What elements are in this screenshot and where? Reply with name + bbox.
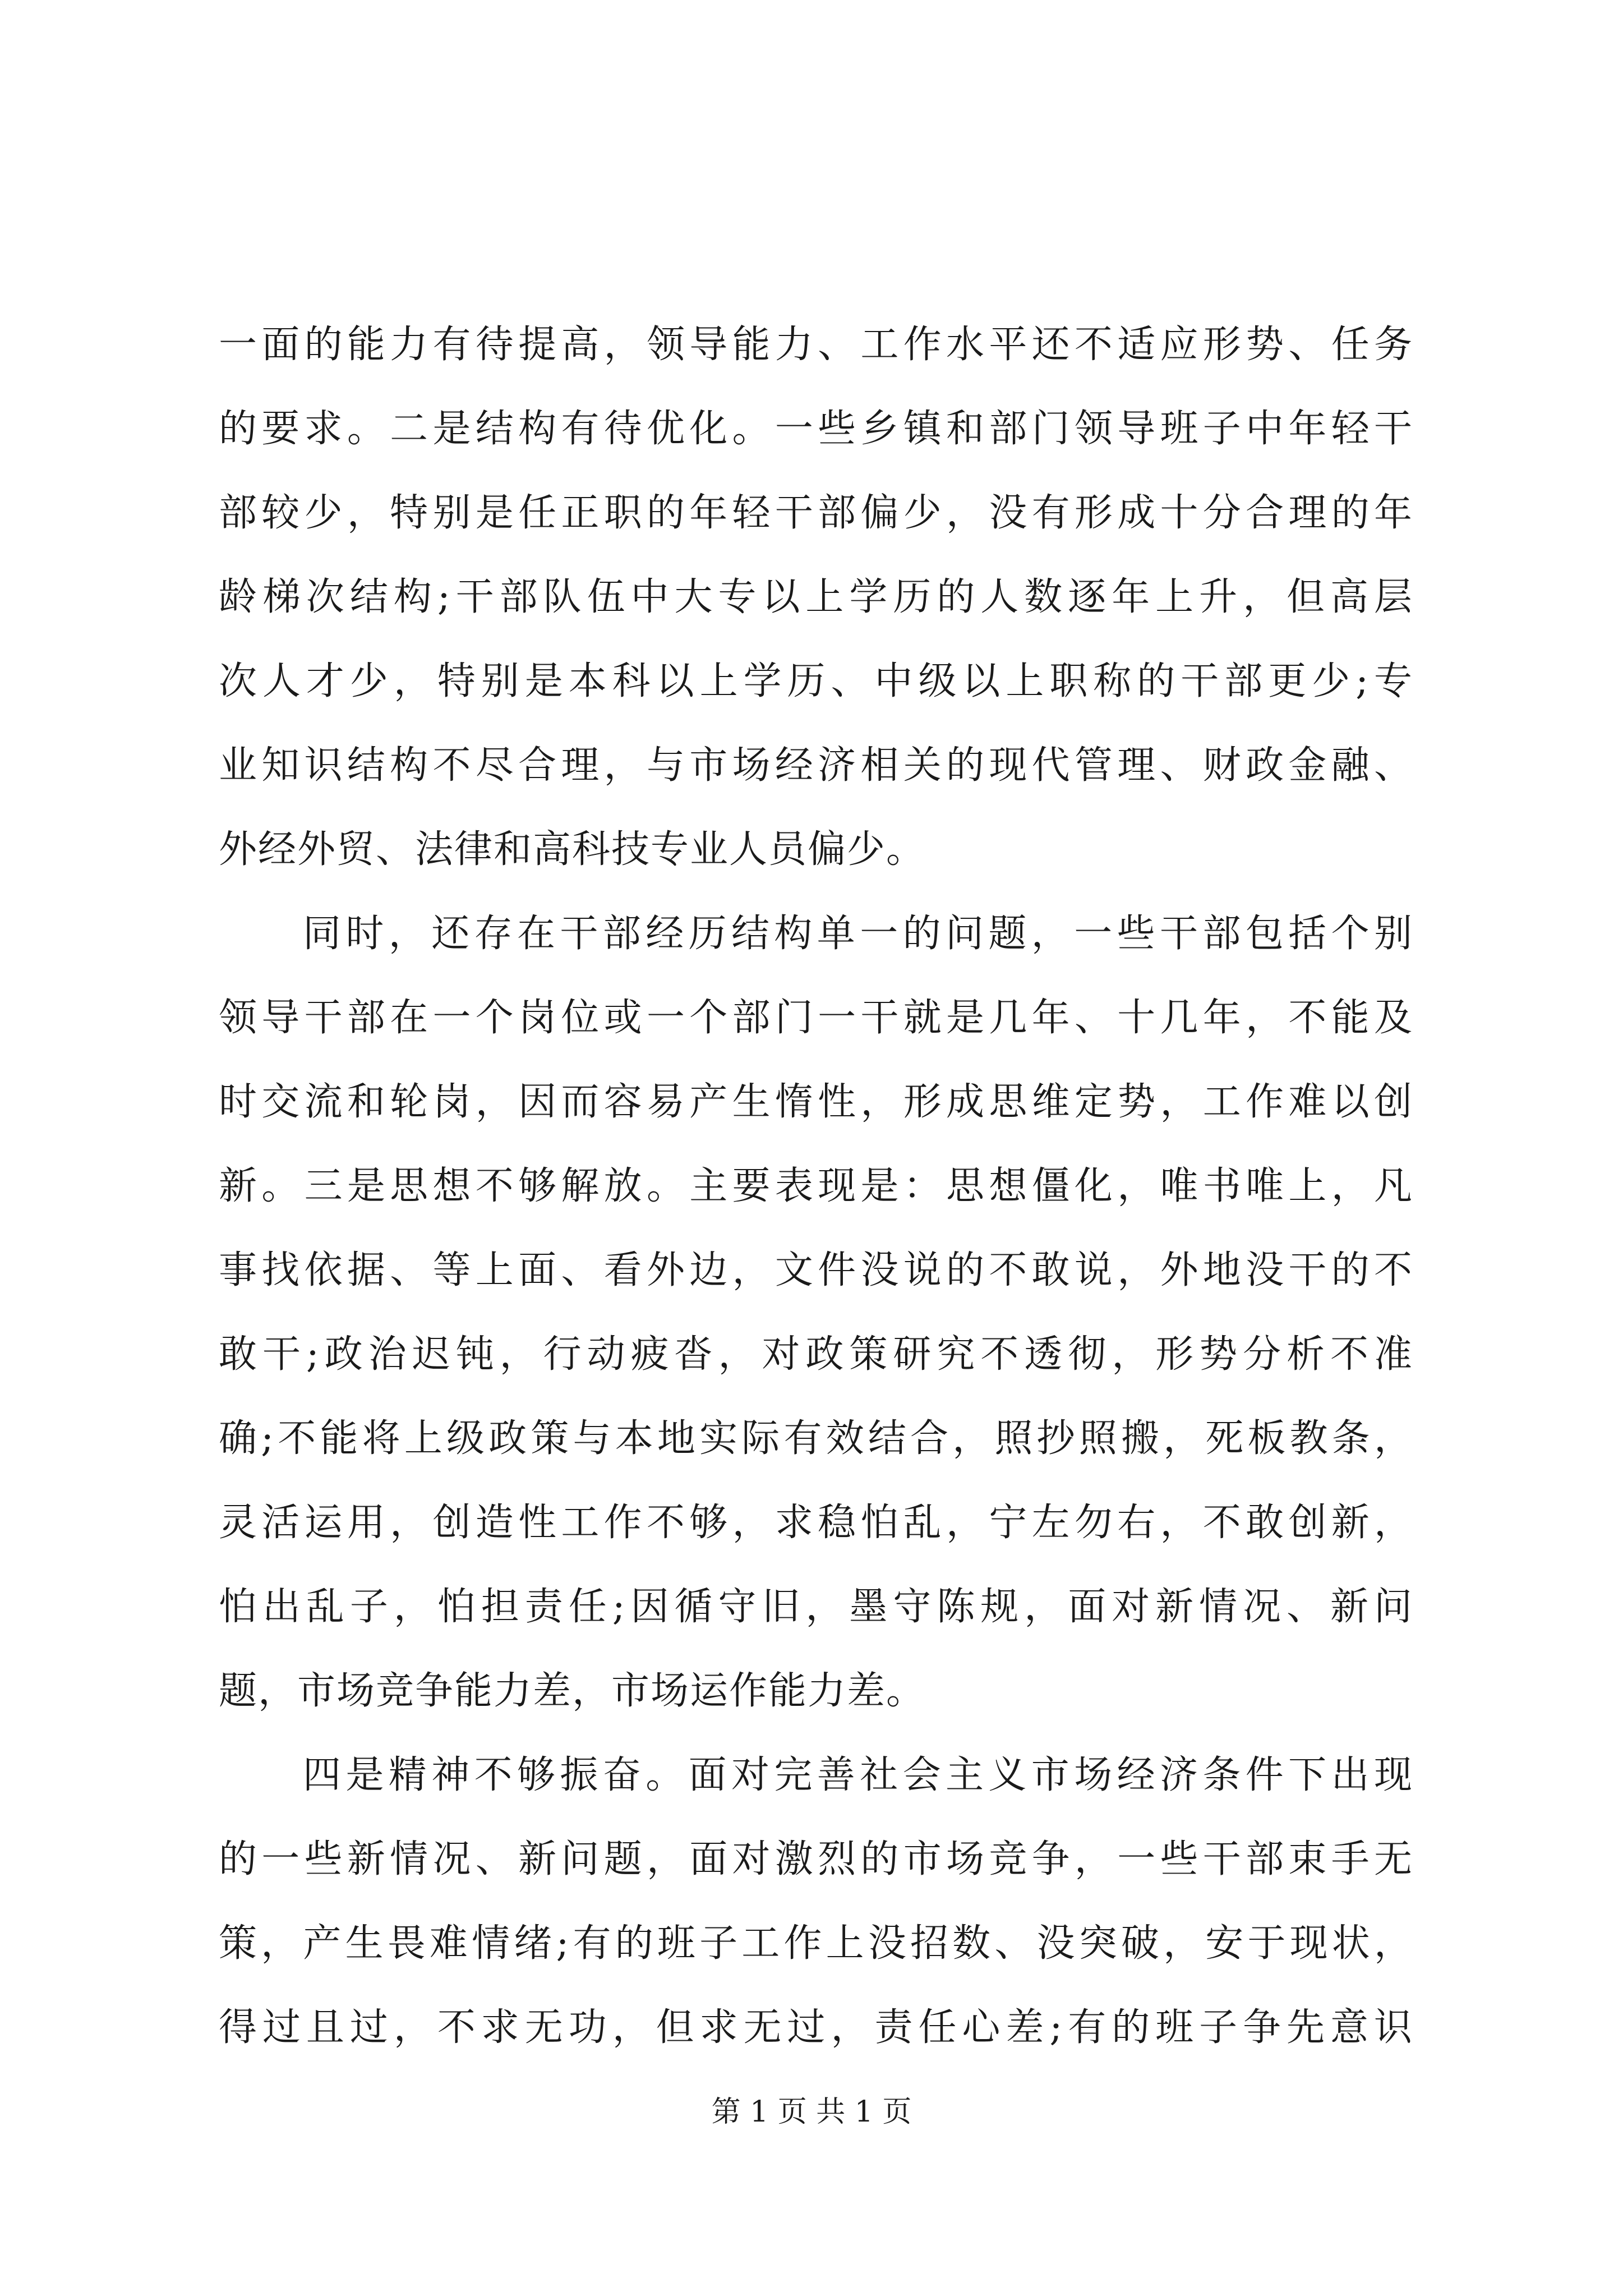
text-line: 的要求。二是结构有待优化。一些乡镇和部门领导班子中年轻干	[219, 407, 1413, 451]
page-footer: 第 1 页 共 1 页	[711, 2095, 912, 2129]
text-line: 外经外贸、法律和高科技专业人员偏少。	[219, 827, 926, 872]
text-line: 策，产生畏难情绪;有的班子工作上没招数、没突破，安于现状，	[219, 1921, 1413, 1966]
text-line: 敢干;政治迟钝，行动疲沓，对政策研究不透彻，形势分析不准	[219, 1332, 1413, 1377]
text-line: 次人才少，特别是本科以上学历、中级以上职称的干部更少;专	[219, 659, 1413, 703]
text-line: 龄梯次结构;干部队伍中大专以上学历的人数逐年上升，但高层	[219, 575, 1413, 619]
text-line: 灵活运用，创造性工作不够，求稳怕乱，宁左勿右，不敢创新，	[219, 1501, 1413, 1545]
text-line: 领导干部在一个岗位或一个部门一干就是几年、十几年，不能及	[219, 996, 1413, 1040]
text-line: 新。三是思想不够解放。主要表现是：思想僵化，唯书唯上，凡	[219, 1164, 1413, 1208]
text-line: 时交流和轮岗，因而容易产生惰性，形成思维定势，工作难以创	[219, 1080, 1413, 1124]
text-line: 怕出乱子，怕担责任;因循守旧，墨守陈规，面对新情况、新问	[219, 1585, 1413, 1629]
text-line: 的一些新情况、新问题，面对激烈的市场竞争，一些干部束手无	[219, 1837, 1413, 1881]
document-body	[219, 303, 1413, 2070]
text-line: 业知识结构不尽合理，与市场经济相关的现代管理、财政金融、	[219, 743, 1413, 788]
text-line: 确;不能将上级政策与本地实际有效结合，照抄照搬，死板教条，	[219, 1416, 1413, 1461]
text-line: 得过且过，不求无功，但求无过，责任心差;有的班子争先意识	[219, 2005, 1413, 2050]
text-line: 事找依据、等上面、看外边，文件没说的不敢说，外地没干的不	[219, 1248, 1413, 1292]
paragraph-first-line: 同时，还存在干部经历结构单一的问题，一些干部包括个别	[303, 912, 1413, 956]
text-line: 一面的能力有待提高，领导能力、工作水平还不适应形势、任务	[219, 323, 1413, 367]
paragraph-first-line: 四是精神不够振奋。面对完善社会主义市场经济条件下出现	[303, 1753, 1413, 1797]
text-line: 部较少，特别是任正职的年轻干部偏少，没有形成十分合理的年	[219, 491, 1413, 535]
text-line: 题，市场竞争能力差，市场运作能力差。	[219, 1669, 926, 1713]
